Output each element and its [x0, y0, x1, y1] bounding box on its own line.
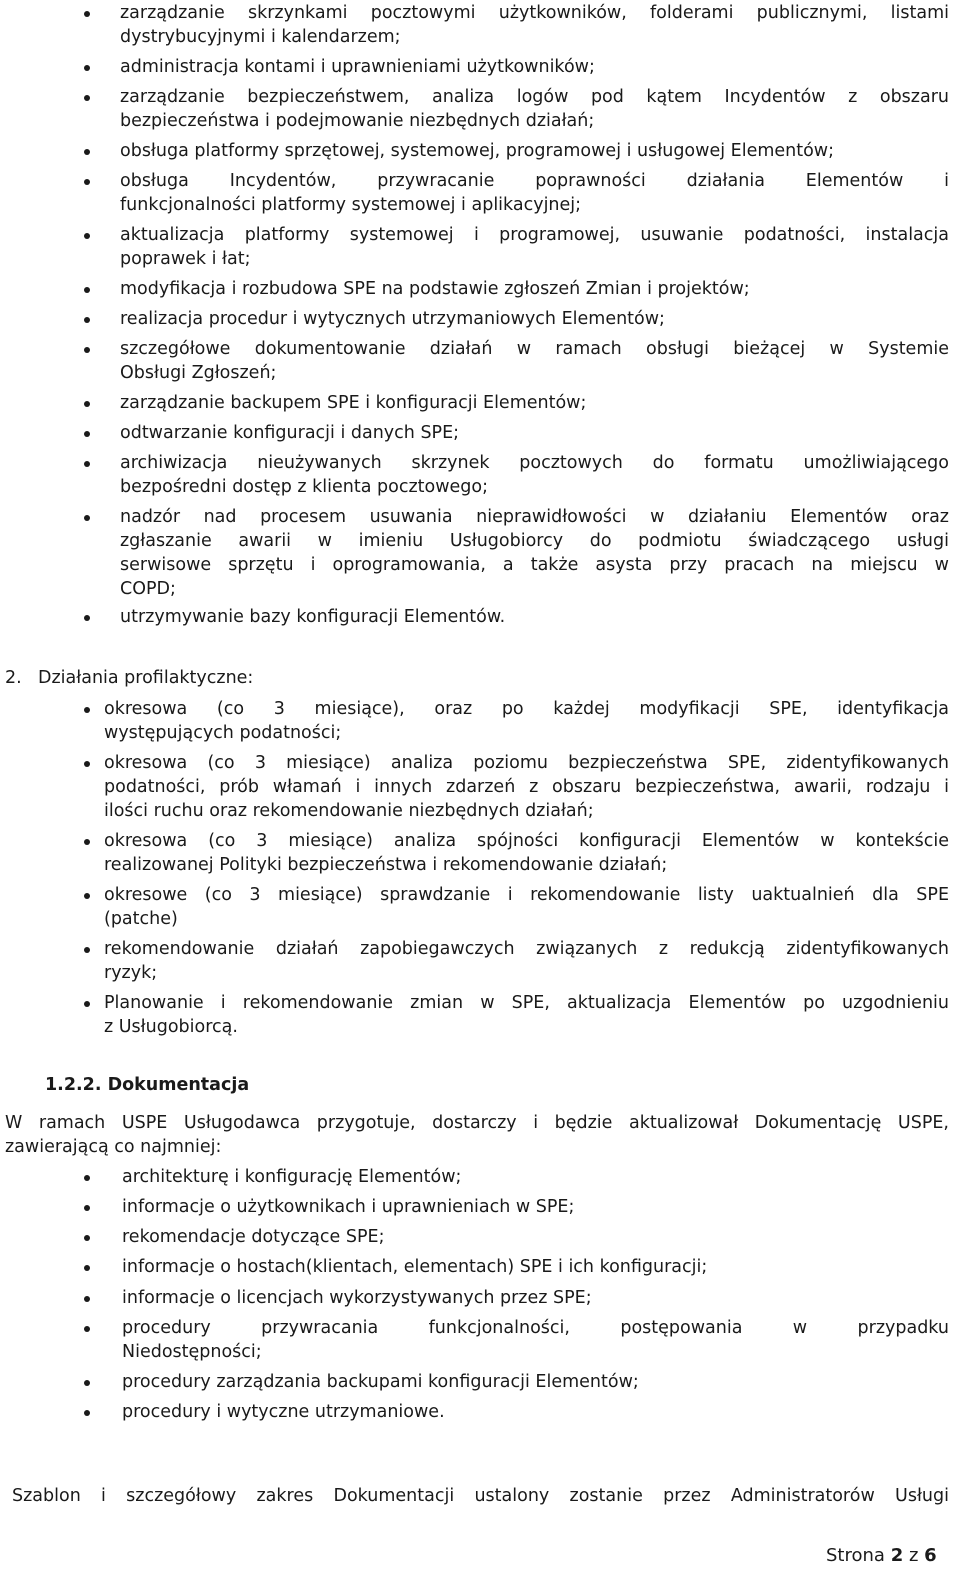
list-item: funkcjonalności platformy systemowej i aplikacyjnej; [120, 195, 582, 215]
list-item: COPD; [120, 579, 176, 599]
list-item: procedury zarządzania backupami konfiguracji Elementów; [122, 1372, 639, 1392]
bullet-icon [84, 179, 90, 185]
list-item: zarządzanie bezpieczeństwem, analiza logów pod kątem Incydentów z obszaru [120, 87, 949, 107]
list-item: architekturę i konfigurację Elementów; [122, 1167, 462, 1187]
section-heading-title: Dokumentacja [107, 1075, 250, 1095]
bullet-icon [84, 515, 90, 521]
bullet-icon [84, 461, 90, 467]
bullet-icon [84, 1175, 90, 1181]
bullet-icon [84, 347, 90, 353]
list-item: procedury i wytyczne utrzymaniowe. [122, 1402, 445, 1422]
list-item: serwisowe sprzętu i oprogramowania, a także asysta przy pracach na miejscu w [120, 555, 949, 575]
list-item: zarządzanie skrzynkami pocztowymi użytkowników, folderami publicznymi, listami [120, 3, 949, 23]
list-item: odtwarzanie konfiguracji i danych SPE; [120, 423, 460, 443]
bullet-icon [84, 317, 90, 323]
list-item: podatności, prób włamań i innych zdarzeń z obszaru bezpieczeństwa, awarii, rodzaju i [104, 777, 949, 797]
paragraph-line: zawierającą co najmniej: [5, 1137, 222, 1157]
list-item: zgłaszanie awarii w imieniu Usługobiorcy do podmiotu świadczącego usługi [120, 531, 949, 551]
list-item: procedury przywracania funkcjonalności, postępowania w przypadku [122, 1318, 949, 1338]
bullet-icon [84, 1265, 90, 1271]
list-number: 2. [5, 668, 22, 688]
list-item: Niedostępności; [122, 1342, 262, 1362]
paragraph-line: W ramach USPE Usługodawca przygotuje, dostarczy i będzie aktualizował Dokumentację USPE, [5, 1113, 949, 1133]
list-item: informacje o użytkownikach i uprawnieniach w SPE; [122, 1197, 575, 1217]
list-item: występujących podatności; [104, 723, 342, 743]
bullet-icon [84, 1205, 90, 1211]
list-item: obsługa platformy sprzętowej, systemowej, programowej i usługowej Elementów; [120, 141, 835, 161]
list-item: ilości ruchu oraz rekomendowanie niezbędnych działań; [104, 801, 594, 821]
list-item: Obsługi Zgłoszeń; [120, 363, 277, 383]
bullet-icon [84, 947, 90, 953]
page-footer [826, 1545, 937, 1566]
list-item: realizowanej Polityki bezpieczeństwa i rekomendowanie działań; [104, 855, 668, 875]
list-item: ryzyk; [104, 963, 158, 983]
list-item: okresowa (co 3 miesiące) analiza spójności konfiguracji Elementów w kontekście [104, 831, 949, 851]
list-item: bezpieczeństwa i podejmowanie niezbędnych działań; [120, 111, 595, 131]
list-item: dystrybucyjnymi i kalendarzem; [120, 27, 401, 47]
list-item: szczegółowe dokumentowanie działań w ramach obsługi bieżącej w Systemie [120, 339, 949, 359]
bullet-icon [84, 1001, 90, 1007]
list-item: bezpośredni dostęp z klienta pocztowego; [120, 477, 489, 497]
section-heading-number: 1.2.2. [45, 1075, 102, 1095]
list-item: rekomendowanie działań zapobiegawczych związanych z redukcją zidentyfikowanych [104, 939, 949, 959]
bullet-icon [84, 761, 90, 767]
bullet-icon [84, 11, 90, 17]
list-item: aktualizacja platformy systemowej i programowej, usuwanie podatności, instalacja [120, 225, 949, 245]
list-item: obsługa Incydentów, przywracanie poprawności działania Elementów i [120, 171, 949, 191]
footer-separator: z [908, 1545, 919, 1566]
bullet-icon [84, 95, 90, 101]
bullet-icon [84, 1380, 90, 1386]
list-item: informacje o licencjach wykorzystywanych przez SPE; [122, 1288, 592, 1308]
bullet-icon [84, 65, 90, 71]
list-item: informacje o hostach(klientach, elementach) SPE i ich konfiguracji; [122, 1257, 708, 1277]
list-item: utrzymywanie bazy konfiguracji Elementów. [120, 607, 506, 627]
list-item: z Usługobiorcą. [104, 1017, 238, 1037]
bullet-icon [84, 893, 90, 899]
bullet-icon [84, 149, 90, 155]
bullet-icon [84, 1326, 90, 1332]
list-item: rekomendacje dotyczące SPE; [122, 1227, 385, 1247]
list-item: (patche) [104, 909, 178, 929]
bullet-icon [84, 233, 90, 239]
list-item: nadzór nad procesem usuwania nieprawidłowości w działaniu Elementów oraz [120, 507, 949, 527]
list-item: archiwizacja nieużywanych skrzynek pocztowych do formatu umożliwiającego [120, 453, 949, 473]
section-heading [45, 1073, 249, 1097]
list-item: okresowa (co 3 miesiące) analiza poziomu bezpieczeństwa SPE, zidentyfikowanych [104, 753, 949, 773]
list-heading: Działania profilaktyczne: [38, 668, 254, 688]
list-item: realizacja procedur i wytycznych utrzymaniowych Elementów; [120, 309, 665, 329]
list-item: okresowa (co 3 miesiące), oraz po każdej modyfikacji SPE, identyfikacja [104, 699, 949, 719]
bullet-icon [84, 431, 90, 437]
list-item: poprawek i łat; [120, 249, 251, 269]
bullet-icon [84, 707, 90, 713]
bullet-icon [84, 401, 90, 407]
bullet-icon [84, 1296, 90, 1302]
list-item: okresowe (co 3 miesiące) sprawdzanie i rekomendowanie listy uaktualnień dla SPE [104, 885, 949, 905]
list-item: zarządzanie backupem SPE i konfiguracji Elementów; [120, 393, 587, 413]
footer-page-number: 2 [890, 1545, 904, 1566]
list-item: modyfikacja i rozbudowa SPE na podstawie zgłoszeń Zmian i projektów; [120, 279, 750, 299]
bullet-icon [84, 1410, 90, 1416]
bullet-icon [84, 287, 90, 293]
list-item: Planowanie i rekomendowanie zmian w SPE, aktualizacja Elementów po uzgodnieniu [104, 993, 949, 1013]
bullet-icon [84, 615, 90, 621]
list-item: administracja kontami i uprawnieniami użytkowników; [120, 57, 595, 77]
footer-prefix: Strona [826, 1545, 885, 1566]
closing-line: Szablon i szczegółowy zakres Dokumentacji ustalony zostanie przez Administratorów Usługi [12, 1486, 949, 1506]
bullet-icon [84, 839, 90, 845]
bullet-icon [84, 1235, 90, 1241]
footer-total-pages: 6 [924, 1545, 937, 1566]
